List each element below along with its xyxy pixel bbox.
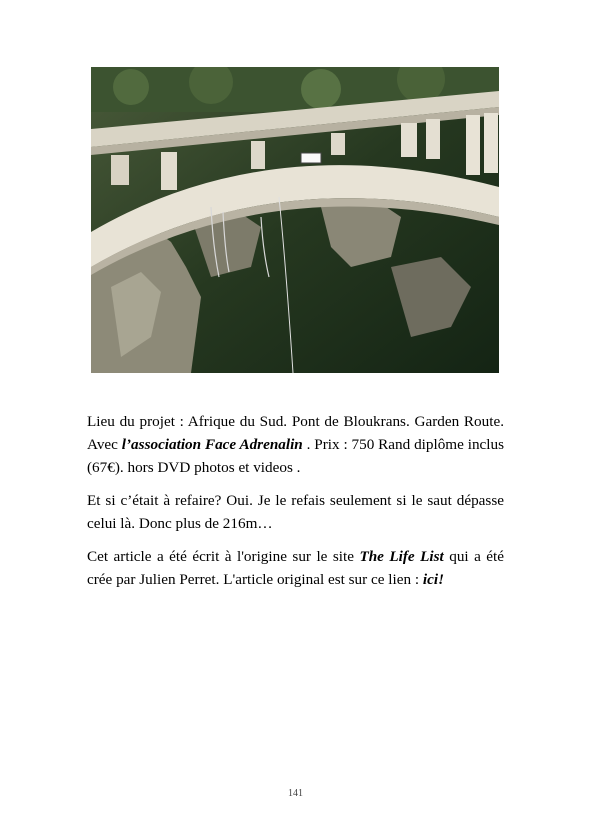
- paragraph-text: . Prix : 750 Rand diplôme inclus (67€). hors DVD photos et videos .: [87, 436, 504, 476]
- bridge-illustration: [91, 67, 499, 373]
- page-number: 141: [288, 788, 303, 799]
- site-name: The Life List: [359, 548, 444, 565]
- paragraph-project-details: [87, 410, 504, 479]
- paragraph-redo: Et si c’était à refaire? Oui. Je le refais seulement si le saut dépasse celui là. Donc plus de 216m…: [87, 492, 504, 532]
- paragraph-source: [87, 545, 504, 591]
- paragraph-text: Lieu du projet : Afrique du Sud. Pont de Bloukrans. Garden Route. Avec: [87, 413, 504, 453]
- paragraph-text: qui a été crée par Julien Perret. L'article original est sur ce lien :: [87, 548, 505, 588]
- bridge-photo: [91, 67, 499, 373]
- paragraph-text: Cet article a été écrit à l'origine sur le site: [87, 548, 360, 565]
- article-text: [87, 410, 504, 601]
- original-article-link[interactable]: ici!: [422, 571, 444, 588]
- association-name: l’association Face Adrenalin: [121, 436, 303, 453]
